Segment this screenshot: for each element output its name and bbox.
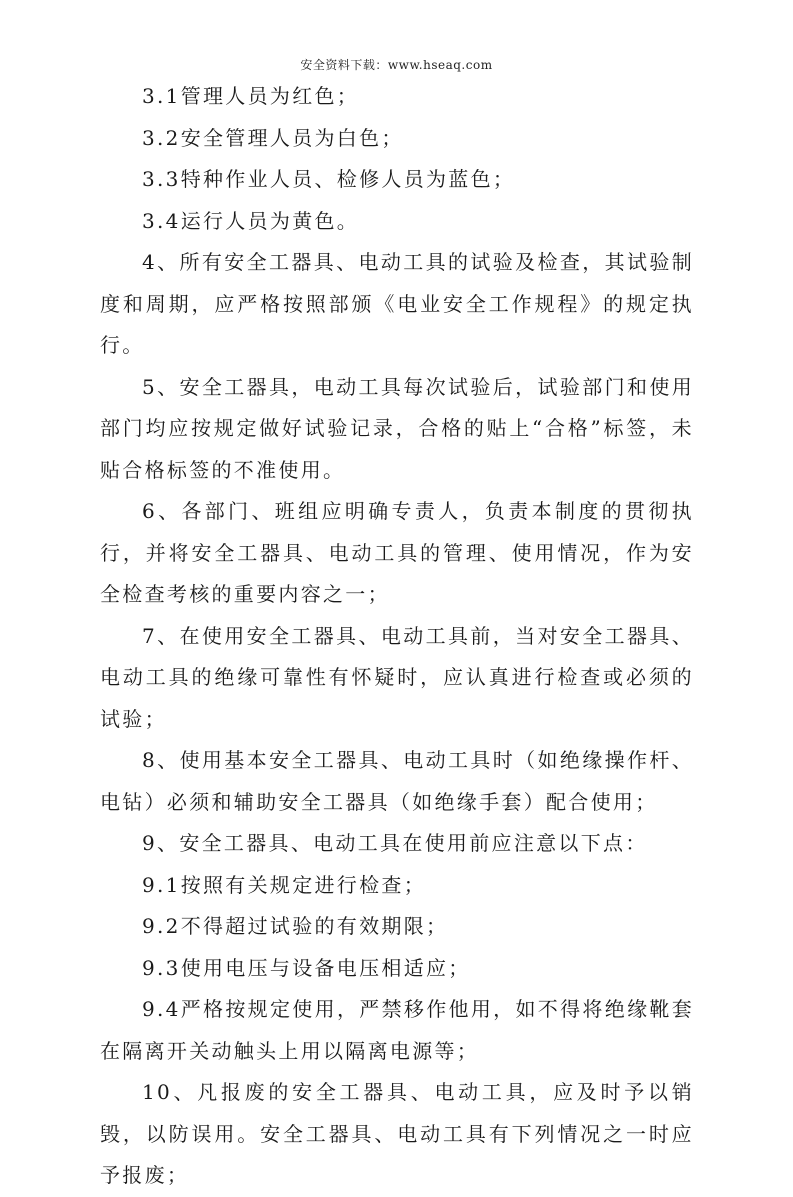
paragraph-4: 4、所有安全工器具、电动工具的试验及检查，其试验制度和周期，应严格按照部颁《电业安全工作规程》的规定执行。: [100, 250, 694, 357]
paragraph-3-2: 3.2安全管理人员为白色；: [142, 125, 404, 150]
page-header: 安全资料下载：www.hseaq.com: [300, 58, 493, 72]
paragraph-10: 10、凡报废的安全工器具、电动工具，应及时予以销毁，以防误用。安全工器具、电动工具有下列情况之一时应予报废；: [100, 1080, 694, 1187]
paragraph-9-4: 9.4严格按规定使用，严禁移作他用，如不得将绝缘靴套在隔离开关动触头上用以隔离电源等；: [100, 997, 694, 1063]
paragraph-9-1: 9.1按照有关规定进行检查；: [142, 872, 427, 897]
paragraph-9: 9、安全工器具、电动工具在使用前应注意以下点：: [142, 831, 648, 855]
paragraph-3-1: 3.1管理人员为红色；: [142, 84, 360, 108]
paragraph-3-3: 3.3特种作业人员、检修人员为蓝色；: [142, 167, 516, 191]
paragraph-9-2: 9.2不得超过试验的有效期限；: [142, 914, 449, 938]
paragraph-6: 6、各部门、班组应明确专责人，负责本制度的贯彻执行，并将安全工器具、电动工具的管理、使用情况，作为安全检查考核的重要内容之一；: [100, 499, 694, 606]
paragraph-5: 5、安全工器具，电动工具每次试验后，试验部门和使用部门均应按规定做好试验记录，合格的贴上“合格”标签，未贴合格标签的不准使用。: [100, 374, 694, 482]
paragraph-8: 8、使用基本安全工器具、电动工具时（如绝缘操作杆、电钻）必须和辅助安全工器具（如绝缘手套）配合使用；: [100, 748, 694, 814]
paragraph-9-3: 9.3使用电压与设备电压相适应；: [142, 955, 471, 980]
paragraph-7: 7、在使用安全工器具、电动工具前，当对安全工器具、电动工具的绝缘可靠性有怀疑时，应认真进行检查或必须的试验；: [100, 623, 694, 731]
document-body: [100, 76, 694, 1197]
paragraph-3-4: 3.4运行人员为黄色。: [142, 208, 360, 233]
